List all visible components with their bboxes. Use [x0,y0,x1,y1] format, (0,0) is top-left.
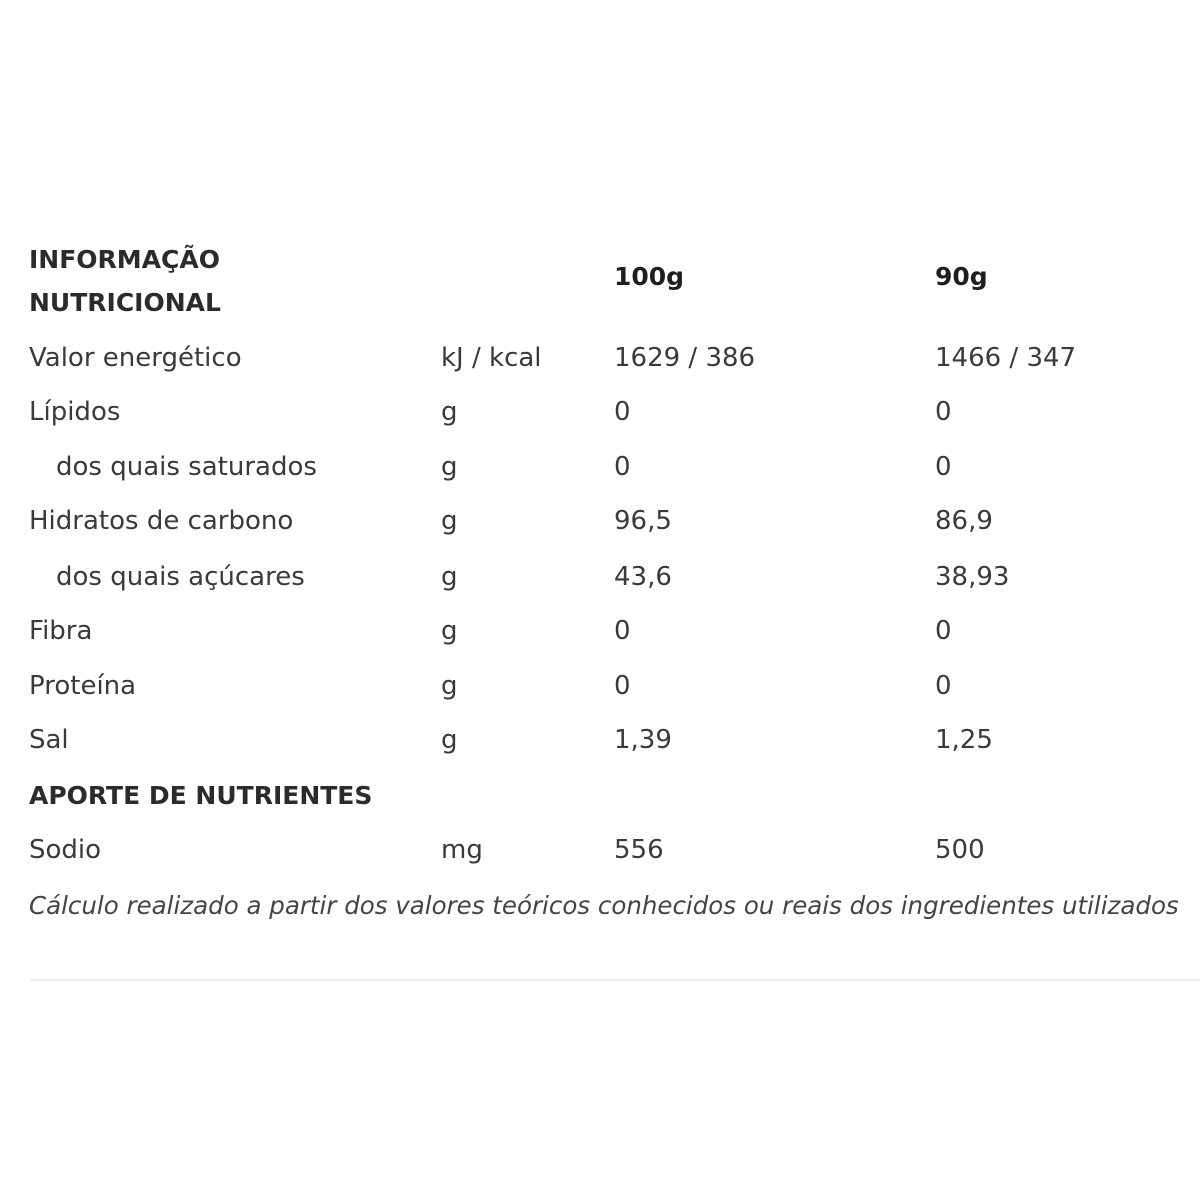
row-name: Hidratos de carbono [29,506,294,536]
row-unit: g [441,452,458,482]
row-value-100g: 1,39 [614,725,672,755]
row-unit: g [441,725,458,755]
row-value-100g: 556 [614,835,664,865]
footnote: Cálculo realizado a partir dos valores teóricos conhecidos ou reais dos ingredientes utilizados [29,891,1179,920]
table-title-line1: INFORMAÇÃO [29,245,220,274]
row-unit: g [441,506,458,536]
column-header-100g: 100g [614,262,685,291]
row-name: Sodio [29,835,102,865]
section-title-nutrients: APORTE DE NUTRIENTES [29,781,373,810]
row-unit: g [441,397,458,427]
table-row [0,616,1200,656]
row-value-100g: 0 [614,616,631,646]
table-row [0,452,1200,492]
table-row [0,506,1200,546]
row-value-90g: 0 [935,452,952,482]
row-unit: g [441,671,458,701]
table-row [0,562,1200,602]
table-row [0,397,1200,437]
row-value-90g: 1466 / 347 [935,343,1077,373]
row-name: Lípidos [29,397,121,427]
row-value-90g: 38,93 [935,562,1010,592]
row-name: Proteína [29,671,137,701]
table-title-line2: NUTRICIONAL [29,288,221,317]
row-unit: g [441,616,458,646]
row-value-100g: 0 [614,397,631,427]
row-name: Sal [29,725,69,755]
column-header-90g: 90g [935,262,988,291]
row-value-100g: 1629 / 386 [614,343,756,373]
table-row [0,343,1200,383]
divider [30,979,1200,981]
row-name: Valor energético [29,343,242,373]
row-name: dos quais saturados [56,452,317,482]
row-value-90g: 0 [935,397,952,427]
row-value-100g: 0 [614,452,631,482]
row-value-90g: 500 [935,835,985,865]
row-unit: g [441,562,458,592]
row-unit: mg [441,835,483,865]
row-name: dos quais açúcares [56,562,305,592]
row-unit: kJ / kcal [441,343,542,373]
table-row [0,835,1200,875]
table-row [0,671,1200,711]
row-name: Fibra [29,616,93,646]
row-value-100g: 43,6 [614,562,672,592]
row-value-100g: 0 [614,671,631,701]
row-value-90g: 0 [935,616,952,646]
row-value-90g: 0 [935,671,952,701]
table-title [29,238,329,324]
row-value-100g: 96,5 [614,506,672,536]
table-row [0,725,1200,765]
row-value-90g: 1,25 [935,725,993,755]
row-value-90g: 86,9 [935,506,993,536]
